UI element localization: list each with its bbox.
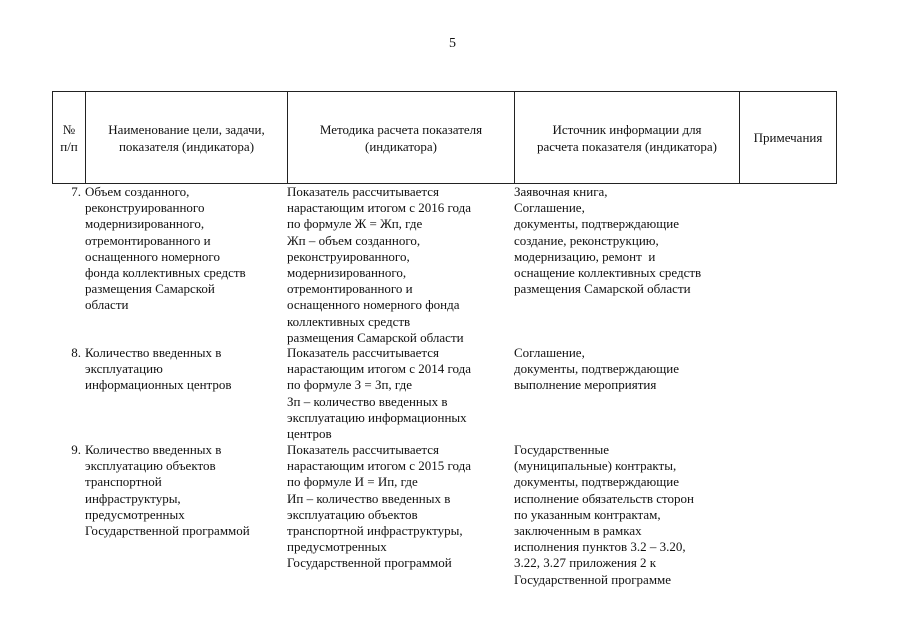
name-line: оснащенного номерного [85,248,220,264]
method-line: Государственной программой [287,555,452,571]
method-line: нарастающим итогом с 2015 года [287,458,472,474]
name-line: предусмотренных [85,506,185,522]
name-line: Количество введенных в [85,345,222,360]
page-number: 5 [449,36,456,51]
source-line: (муниципальные) контракты, [514,458,677,474]
header-num-line: п/п [60,138,78,154]
name-line: информационных центров [85,377,232,393]
table-row [52,442,837,602]
method-line: оснащенного номерного фонда [287,297,460,313]
header-note-line: Примечания [753,130,823,145]
calculation-method [287,345,514,442]
method-line: реконструированного, [287,248,410,264]
information-source [514,345,739,442]
source-line: Государственные [514,442,610,457]
row-number: 9. [71,442,81,457]
source-line: Государственной программе [514,571,672,587]
source-line: Соглашение, [514,200,585,216]
method-line: нарастающим итогом с 2014 года [287,361,472,377]
source-line: создание, реконструкцию, [514,232,659,248]
header-name-line: Наименование цели, задачи, [108,121,265,137]
name-line: размещения Самарской [85,281,215,297]
method-line: нарастающим итогом с 2016 года [287,200,472,216]
header-note [740,92,836,183]
name-line: реконструированного [85,200,205,216]
calculation-method [287,184,514,345]
header-source [515,92,740,183]
name-line: отремонтированного и [85,232,211,248]
source-line: документы, подтверждающие [514,474,679,490]
source-line: заключенным в рамках [514,523,642,539]
name-line: Количество введенных в [85,442,222,457]
table-row [52,345,837,442]
name-line: эксплуатацию [85,361,163,377]
method-line: Ип – количество введенных в [287,490,451,506]
method-line: по формуле З = Зп, где [287,377,412,393]
source-line: модернизацию, ремонт и [514,248,656,264]
name-line: фонда коллективных средств [85,265,246,281]
name-line: области [85,297,129,313]
source-line: по указанным контрактам, [514,506,661,522]
header-method-line: Методика расчета показателя [319,121,483,137]
table-header [52,91,837,184]
method-line: центров [287,426,332,442]
note [739,345,835,442]
source-line: размещения Самарской области [514,281,691,297]
method-line: Показатель рассчитывается [287,345,440,360]
indicator-name [85,442,287,602]
header-method [288,92,515,183]
method-line: Зп – количество введенных в [287,393,448,409]
method-line: Показатель рассчитывается [287,442,440,457]
method-line: эксплуатацию информационных [287,409,467,425]
method-line: эксплуатацию объектов [287,506,418,522]
source-line: 3.22, 3.27 приложения 2 к [514,555,657,571]
method-line: транспортной инфраструктуры, [287,523,463,539]
name-line: инфраструктуры, [85,490,181,506]
name-line: эксплуатацию объектов [85,458,216,474]
row-number: 8. [71,345,81,360]
header-num [53,92,86,183]
method-line: Показатель рассчитывается [287,184,440,199]
source-line: исполнение обязательств сторон [514,490,694,506]
information-source [514,184,739,345]
method-line: коллективных средств [287,313,411,329]
note [739,184,835,345]
method-line: Жп – объем созданного, [287,232,421,248]
indicator-name [85,184,287,345]
source-line: оснащение коллективных средств [514,265,702,281]
source-line: Заявочная книга, [514,184,608,199]
indicator-name [85,345,287,442]
row-number: 7. [71,184,81,199]
header-source-line: Источник информации для [552,121,702,137]
header-name [86,92,288,183]
source-line: выполнение мероприятия [514,377,657,393]
calculation-method [287,442,514,602]
table-row [52,184,837,345]
name-line: Объем созданного, [85,184,190,199]
header-name-line: показателя (индикатора) [118,138,255,154]
method-line: по формуле И = Ип, где [287,474,418,490]
method-line: модернизированного, [287,265,407,281]
header-method-line: (индикатора) [365,138,437,154]
note [739,442,835,602]
source-line: документы, подтверждающие [514,361,679,377]
table-body [52,184,837,602]
method-line: размещения Самарской области [287,329,464,345]
header-num-line: № [62,121,76,137]
method-line: по формуле Ж = Жп, где [287,216,423,232]
header-source-line: расчета показателя (индикатора) [536,138,717,154]
name-line: Государственной программой [85,523,250,539]
information-source [514,442,739,602]
source-line: документы, подтверждающие [514,216,679,232]
name-line: транспортной [85,474,162,490]
method-line: отремонтированного и [287,281,413,297]
method-line: предусмотренных [287,539,387,555]
name-line: модернизированного, [85,216,205,232]
source-line: исполнения пунктов 3.2 – 3.20, [514,539,686,555]
source-line: Соглашение, [514,345,585,360]
